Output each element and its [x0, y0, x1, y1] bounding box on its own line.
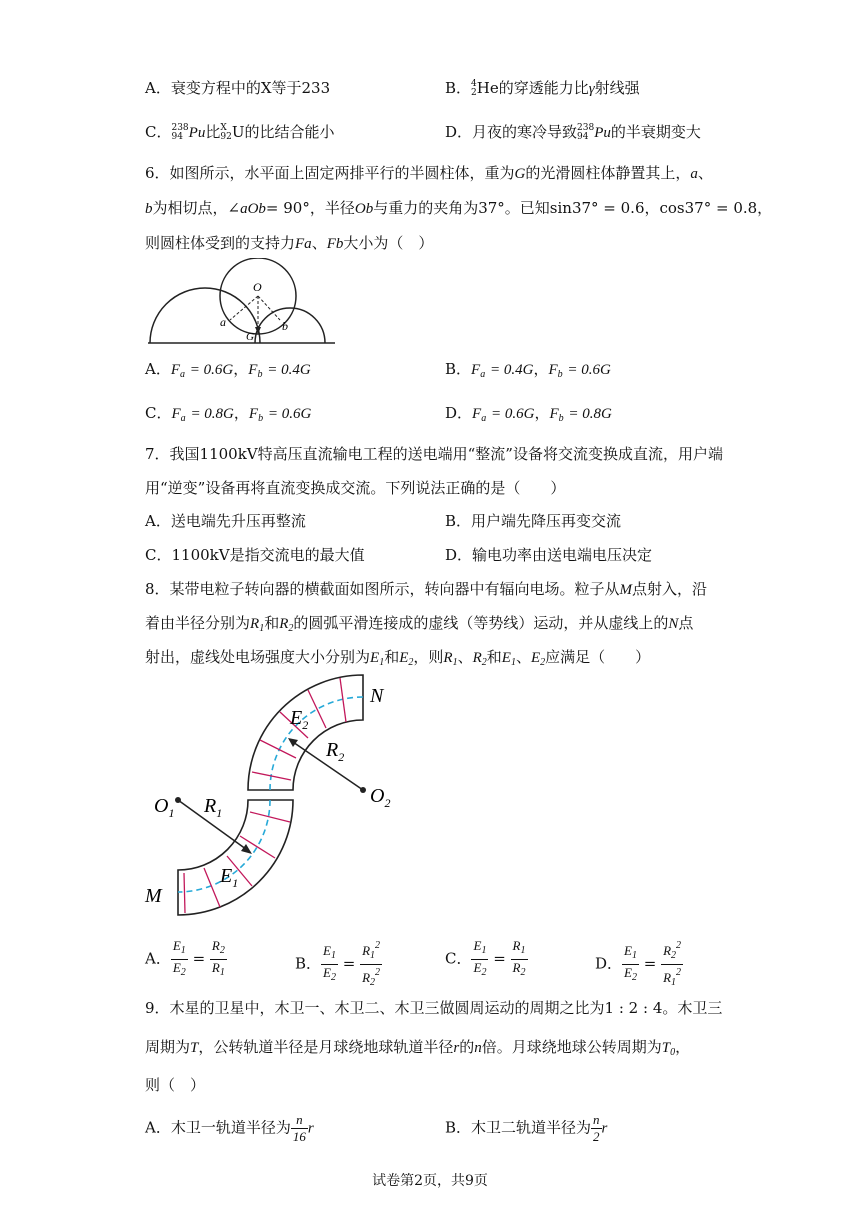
q5-option-b	[445, 77, 640, 100]
q5-option-d	[445, 121, 701, 144]
q8-option-d: D． $\frac{E_1}{E_2}$ = $\frac{R_2^2}{R_1^2}$	[595, 940, 682, 988]
q6-option-b: B．$F_a = 0.4G$，$F_b = 0.6G$	[445, 360, 611, 380]
label-g: G	[246, 331, 254, 343]
q7-line-1: 7．我国1100kV特高压直流输电工程的送电端用“整流”设备将交流变换成直流，用户端	[145, 445, 723, 463]
q8-option-b: B． $\frac{E_1}{E_2}$ = $\frac{R_1^2}{R_2^2}$	[295, 940, 381, 988]
center-o2	[360, 787, 366, 793]
q5-c-mid: 比	[205, 123, 221, 141]
q7-option-c: C．1100kV是指交流电的最大值	[145, 546, 365, 564]
label-o1: $O_1$	[154, 795, 175, 820]
pu-symbol-2: Pu	[594, 125, 611, 141]
q8-line-3: 射出，虚线处电场强度大小分别为$E_1$和$E_2$，则$R_1$、$R_2$和$E_1$、$E_2$应满足（ ）	[145, 648, 651, 668]
label-e2: $E_2$	[290, 707, 309, 732]
right-half-cylinder	[255, 308, 325, 343]
q9-line-3: 则（ ）	[145, 1076, 206, 1094]
q7-line-2: 用“逆变”设备再将直流变换成交流。下列说法正确的是（ ）	[145, 479, 566, 497]
q9-line-2: 周期为T，公转轨道半径是月球绕地球轨道半径r的n倍。月球绕地球公转周期为$T_0$，	[145, 1038, 691, 1058]
q9-option-b: B．木卫二轨道半径为 $\frac{n}{2}$ r	[445, 1112, 608, 1144]
q5-b-prefix: B．	[445, 79, 472, 97]
label-b: b	[282, 319, 288, 333]
q6-figure	[140, 258, 340, 348]
label-r2: $R_2$	[326, 739, 345, 764]
q6-line-3: 则圆柱体受到的支持力Fa、Fb大小为（ ）	[145, 234, 434, 252]
upper-channel	[248, 675, 363, 790]
q6-line-1: 6．如图所示，水平面上固定两排平行的半圆柱体，重为G的光滑圆柱体静置其上，a、	[145, 164, 713, 182]
q5-c-prefix: C．	[145, 123, 172, 141]
q9-line-1: 9．木星的卫星中，木卫一、木卫二、木卫三做圆周运动的周期之比为1 : 2 : 4。木卫三	[145, 999, 723, 1017]
q7-option-a: A．送电端先升压再整流	[145, 512, 306, 530]
q7-option-d: D．输电功率由送电端电压决定	[445, 546, 653, 564]
left-half-cylinder	[150, 288, 260, 343]
q5-b-text: He的穿透能力比	[476, 79, 589, 97]
label-a: a	[220, 315, 226, 329]
q5-option-c	[145, 121, 334, 144]
q9-option-a: A．木卫一轨道半径为 $\frac{n}{16}$ r	[145, 1112, 314, 1144]
q7-option-b: B．用户端先降压再变交流	[445, 512, 622, 530]
q6-line-2: b为相切点，∠aOb= 90°，半径Ob与重力的夹角为37°。已知sin37° = 0.6，cos37° = 0.8，	[145, 199, 773, 217]
center-o1	[175, 797, 181, 803]
u-isotope: X 92	[220, 123, 232, 142]
radius-ob	[258, 296, 280, 320]
q8-line-1: 8．某带电粒子转向器的横截面如图所示，转向器中有辐向电场。粒子从M点射入，沿	[145, 580, 708, 598]
q8-option-a: A． $\frac{E_1}{E_2}$ = $\frac{R_2}{R_1}$	[145, 938, 225, 978]
q5-option-a: A．衰变方程中的X等于233	[145, 79, 331, 97]
q6-option-c: C．$F_a = 0.8G$，$F_b = 0.6G$	[145, 404, 312, 424]
label-n: N	[370, 685, 384, 707]
q5-d-tail: 的半衰期变大	[610, 123, 701, 141]
page-footer: 试卷第2页，共9页	[372, 1173, 488, 1189]
q8-line-2: 着由半径分别为$R_1$和$R_2$的圆弧平滑连接成的虚线（等势线）运动，并从虚线上的N点	[145, 614, 694, 634]
label-r1: $R_1$	[204, 795, 223, 820]
label-o: O	[253, 280, 262, 294]
q5-c-tail: U的比结合能小	[231, 123, 335, 141]
pu-isotope-2: 238 94	[577, 123, 595, 142]
he-isotope: 4 2	[471, 79, 477, 98]
pu-symbol: Pu	[188, 125, 206, 141]
label-m: M	[145, 885, 162, 907]
label-e1: $E_1$	[220, 865, 239, 890]
lower-channel	[178, 800, 293, 915]
label-o2: $O_2$	[370, 785, 391, 810]
q5-d-prefix: D．月夜的寒冷导致	[445, 123, 578, 141]
pu-isotope: 238 94	[171, 123, 189, 142]
q5-b-tail: 射线强	[594, 79, 640, 97]
gamma-symbol: γ	[588, 81, 595, 97]
q6-option-d: D．$F_a = 0.6G$，$F_b = 0.8G$	[445, 404, 612, 424]
q6-option-a: A．$F_a = 0.6G$，$F_b = 0.4G$	[145, 360, 311, 380]
q8-option-c: C． $\frac{E_1}{E_2}$ = $\frac{R_1}{R_2}$	[445, 938, 526, 978]
q8-figure	[140, 672, 400, 922]
